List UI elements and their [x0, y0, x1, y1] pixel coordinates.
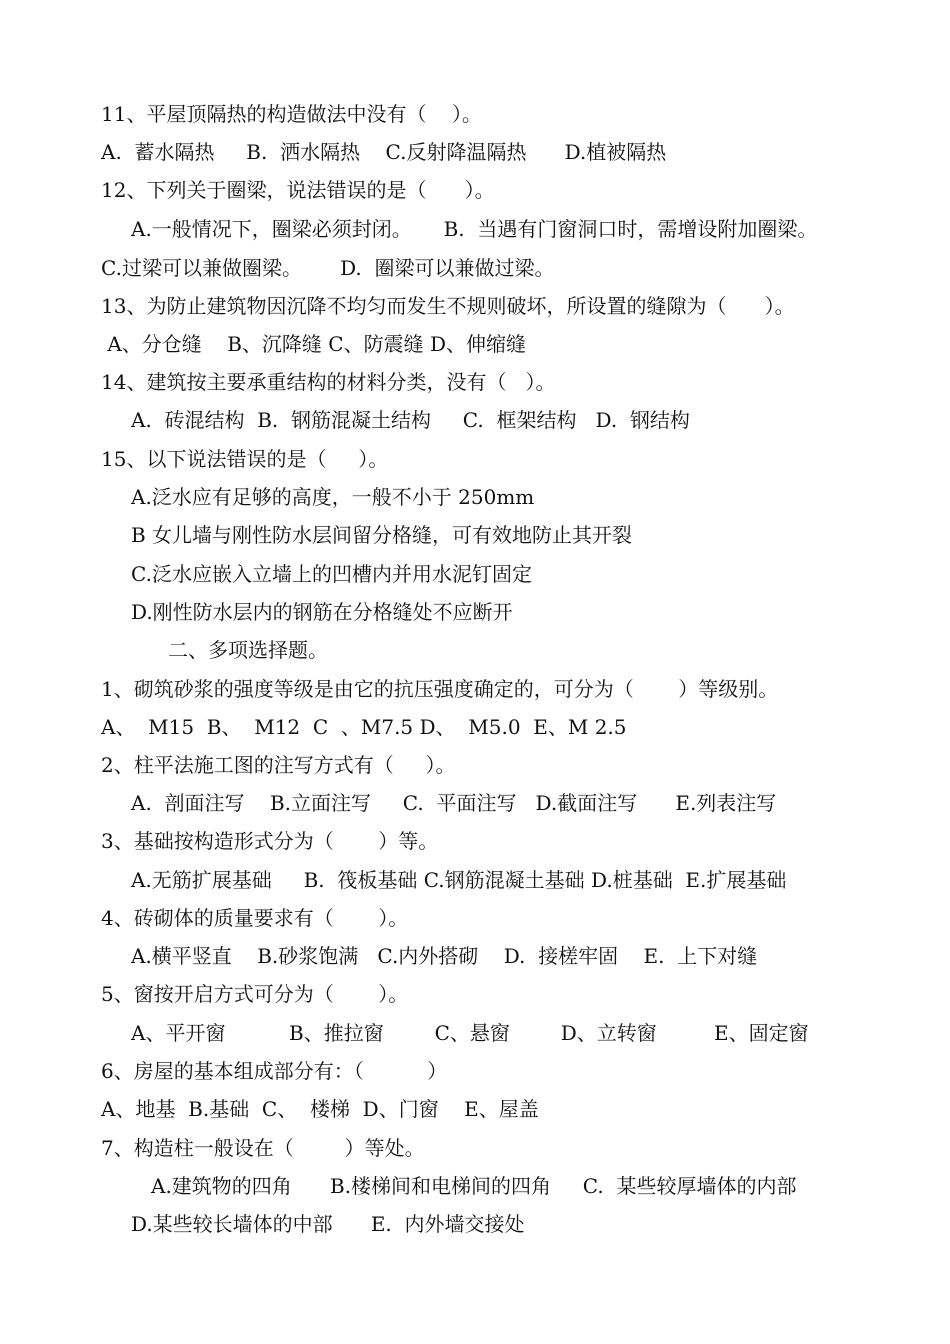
mc-question-4: 4、砖砌体的质量要求有（ ）。: [101, 906, 409, 930]
question-15-option-b: B 女儿墙与刚性防水层间留分格缝，可有效地防止其开裂: [131, 523, 633, 547]
mc-question-5: 5、窗按开启方式可分为（ ）。: [101, 982, 409, 1006]
question-12-options-ab: A.一般情况下，圈梁必须封闭。 B. 当遇有门窗洞口时，需增设附加圈梁。: [131, 217, 818, 241]
question-14-options: A. 砖混结构 B. 钢筋混凝土结构 C. 框架结构 D. 钢结构: [131, 408, 690, 432]
mc-question-3: 3、基础按构造形式分为（ ）等。: [101, 829, 439, 853]
mc-question-7-options-abc: A.建筑物的四角 B.楼梯间和电梯间的四角 C. 某些较厚墙体的内部: [151, 1174, 797, 1198]
question-15-option-c: C.泛水应嵌入立墙上的凹槽内并用水泥钉固定: [131, 562, 532, 586]
mc-question-3-options: A.无筋扩展基础 B. 筏板基础 C.钢筋混凝土基础 D.桩基础 E.扩展基础: [131, 868, 787, 892]
question-13-options: A、分仓缝 B、沉降缝 C、防震缝 D、伸缩缝: [101, 332, 526, 356]
question-15: 15、以下说法错误的是（ ）。: [101, 447, 389, 471]
question-11: 11、平屋顶隔热的构造做法中没有（ ）。: [101, 102, 482, 126]
question-12: 12、下列关于圈梁，说法错误的是（ ）。: [101, 178, 495, 202]
mc-question-1: 1、砌筑砂浆的强度等级是由它的抗压强度确定的，可分为（ ）等级别。: [101, 677, 779, 701]
question-14: 14、建筑按主要承重结构的材料分类，没有（ ）。: [101, 370, 556, 394]
question-11-options: A. 蓄水隔热 B. 洒水隔热 C.反射降温隔热 D.植被隔热: [101, 140, 667, 164]
question-15-option-a: A.泛水应有足够的高度，一般不小于 250mm: [131, 485, 535, 509]
question-13: 13、为防止建筑物因沉降不均匀而发生不规则破坏，所设置的缝隙为（ ）。: [101, 294, 795, 318]
section-heading-multiple-choice: 二、多项选择题。: [168, 638, 328, 662]
question-15-option-d: D.刚性防水层内的钢筋在分格缝处不应断开: [131, 600, 513, 624]
mc-question-7: 7、构造柱一般设在（ ）等处。: [101, 1136, 425, 1160]
mc-question-1-options: A、 M15 B、 M12 C 、M7.5 D、 M5.0 E、M 2.5: [101, 715, 627, 739]
question-12-options-cd: C.过梁可以兼做圈梁。 D. 圈梁可以兼做过梁。: [101, 256, 555, 280]
mc-question-5-options: A、平开窗 B、推拉窗 C、悬窗 D、立转窗 E、固定窗: [131, 1021, 809, 1045]
mc-question-6-options: A、地基 B.基础 C、 楼梯 D、门窗 E、屋盖: [101, 1097, 539, 1121]
mc-question-7-options-de: D.某些较长墙体的中部 E. 内外墙交接处: [131, 1212, 525, 1236]
mc-question-6: 6、房屋的基本组成部分有：（ ）: [101, 1059, 448, 1083]
mc-question-2: 2、柱平法施工图的注写方式有（ ）。: [101, 753, 456, 777]
mc-question-2-options: A. 剖面注写 B.立面注写 C. 平面注写 D.截面注写 E.列表注写: [131, 791, 777, 815]
mc-question-4-options: A.横平竖直 B.砂浆饱满 C.内外搭砌 D. 接槎牢固 E. 上下对缝: [131, 944, 758, 968]
